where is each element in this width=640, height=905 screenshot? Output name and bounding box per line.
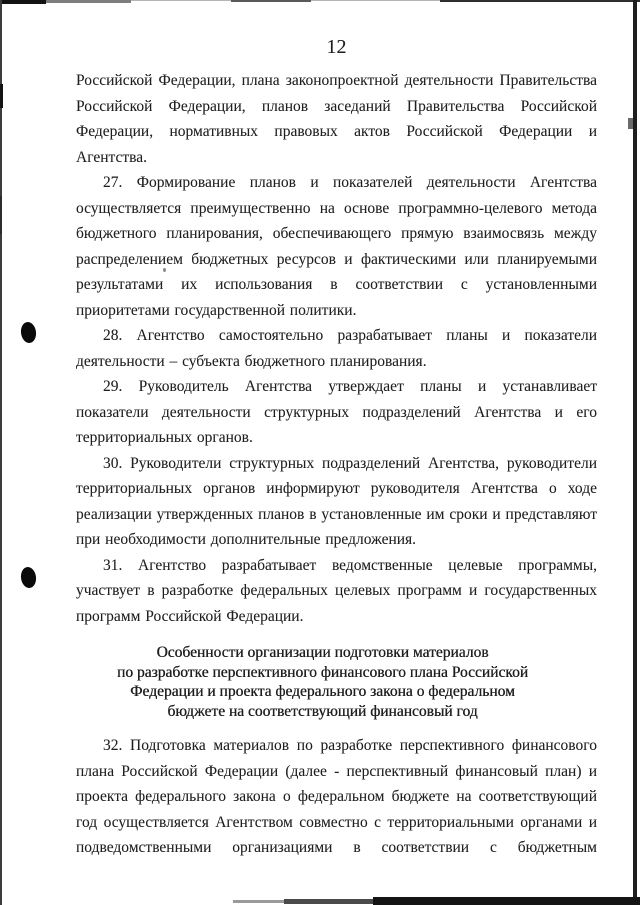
page-content [76, 36, 597, 886]
section-heading-line: Особенности организации подготовки материалов [156, 644, 489, 661]
paragraph-continuation: Российской Федерации, плана законопроектной деятельности Правительства Российской Федерации, планов заседаний Правительства Российской Федерации, нормативных правовых актов Российской Федерации и Агентства. [76, 72, 597, 166]
scan-band-bottom-light [233, 900, 285, 903]
scan-edge-right-tick [628, 118, 633, 129]
page-number: 12 [326, 36, 347, 58]
paragraph-29: 29. Руководитель Агентства утверждает планы и устанавливает показатели деятельности структурных подразделений Агентства и его территориальных органов. [76, 378, 597, 446]
scan-edge-top-gray-segment [46, 0, 131, 3]
section-heading-line: по разработке перспективного финансового плана Российской [116, 663, 529, 681]
scan-edge-top-dark-segment [0, 0, 46, 4]
paragraph-32 [76, 733, 597, 886]
hole-punch-mark-top [20, 321, 38, 344]
paragraph-31: 31. Агентство разрабатывает ведомственные целевые программы, участвует в разработке федеральных целевых программ и государственных программ Российской Федерации. [76, 556, 597, 625]
scan-edge-right [633, 0, 637, 905]
section-heading-line: бюджете на соответствующий финансовый год [167, 702, 478, 720]
section-heading-line: Федерации и проекта федерального закона о федеральном [130, 683, 515, 700]
paragraph-28: 28. Агентство самостоятельно разрабатывает планы и показатели деятельности – субъекта бюджетного планирования. [76, 327, 597, 370]
scan-edge-left-tick [0, 196, 2, 234]
hole-punch-mark-bottom [20, 566, 38, 589]
paragraph-27: 27. Формирование планов и показателей деятельности Агентства осуществляется преимущественно на основе программно-целевого метода бюджетного планирования, обеспечивающего прямую взаимосвязь между распределением бюджетных ресурсов и фактическими или планируемыми результатами их использования в соответствии с установленными приоритетами государственной политики. [76, 174, 597, 319]
scan-band-bottom-dark [373, 897, 640, 905]
paragraph-32-text: 32. Подготовка материалов по разработке перспективного финансового плана Российской Федерации (далее - перспективный финансовый план) и проекта федерального закона о федеральном бюджете на соответствующий год осуществляется Агентством совместно с территориальными органами и подведомственными организациями в соответствии с бюджетным [76, 737, 597, 856]
paragraph-30: 30. Руководители структурных подразделений Агентства, руководители территориальных органов информируют руководителя Агентства о ходе реализации утвержденных планов в установленные им сроки и представляют при необходимости дополнительные предложения. [76, 454, 597, 548]
scan-edge-left-tick [0, 84, 3, 108]
scan-edge-left [0, 0, 2, 905]
section-heading [76, 643, 569, 721]
scan-edge-top-mid-segment [231, 0, 311, 2]
scan-band-bottom-mid [284, 899, 376, 904]
scan-edge-top-right-segment [440, 0, 640, 2]
scan-edge-top [0, 0, 640, 1]
